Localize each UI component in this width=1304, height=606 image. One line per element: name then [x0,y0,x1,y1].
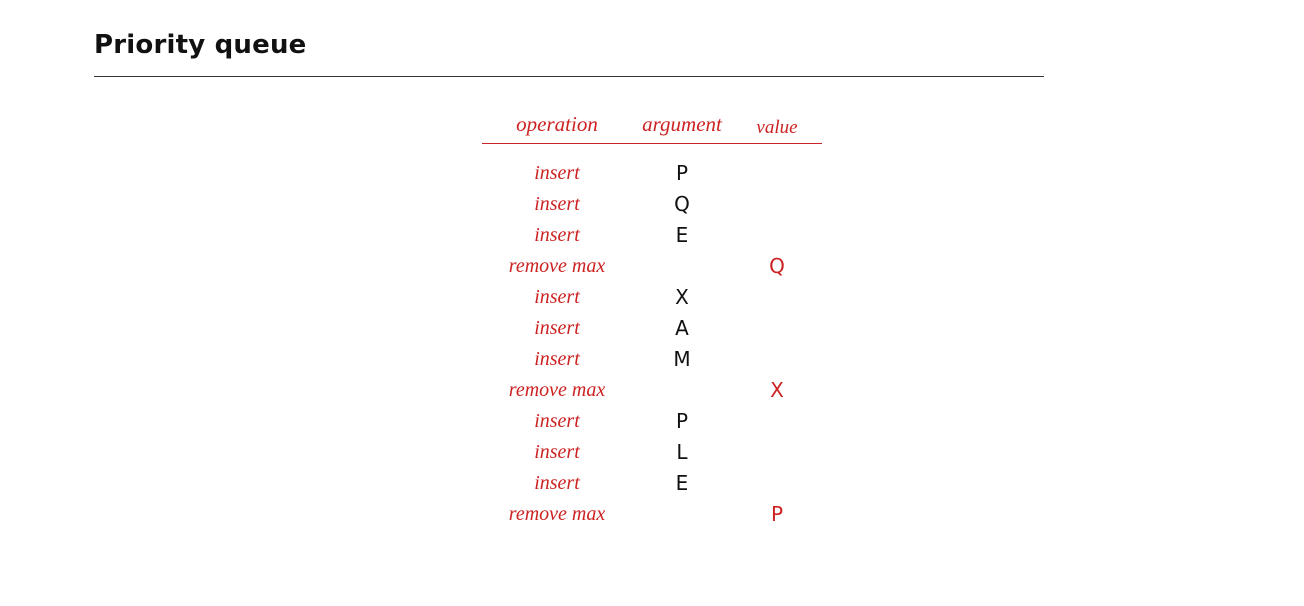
table-row [482,499,822,530]
title-divider [94,76,1044,77]
spacer-cell [732,144,822,159]
spacer-cell [632,144,732,159]
table-head [482,112,822,144]
priority-queue-trace-table [482,112,842,530]
cell-argument [632,251,732,282]
cell-argument [632,499,732,530]
cell-argument: P [675,409,689,433]
cell-value [732,437,822,468]
cell-value [732,406,822,437]
cell-value [732,468,822,499]
cell-value: P [770,502,784,526]
cell-value: Q [769,254,785,278]
cell-operation: remove max [508,255,606,277]
cell-operation: insert [534,162,580,184]
cell-argument: A [675,316,689,340]
table-body [482,144,822,531]
table-spacer-row [482,144,822,159]
cell-value [732,282,822,313]
cell-value [732,220,822,251]
column-header-value: value [732,112,822,144]
cell-operation: insert [534,286,580,308]
cell-argument: P [675,161,689,185]
cell-argument: E [675,471,689,495]
column-header-argument: argument [632,112,732,144]
cell-value [732,189,822,220]
cell-argument: Q [674,192,690,216]
cell-operation: remove max [508,503,606,525]
cell-value: X [770,378,784,402]
cell-operation: remove max [508,379,606,401]
cell-operation: insert [534,193,580,215]
cell-value [732,313,822,344]
cell-value [732,158,822,189]
page-title: Priority queue [94,30,307,60]
cell-operation: insert [534,317,580,339]
table-row [482,282,822,313]
spacer-cell [482,144,632,159]
operations-table [482,112,822,530]
column-header-operation: operation [482,112,632,144]
cell-operation: insert [534,348,580,370]
table-header-row [482,112,822,144]
table-row [482,468,822,499]
cell-operation: insert [534,441,580,463]
cell-argument: L [676,440,688,464]
table-row [482,344,822,375]
table-row [482,437,822,468]
cell-argument [632,375,732,406]
table-row [482,313,822,344]
cell-operation: insert [534,410,580,432]
table-row [482,375,822,406]
cell-operation: insert [534,472,580,494]
table-row [482,220,822,251]
table-row [482,406,822,437]
cell-argument: M [673,347,691,371]
cell-operation: insert [534,224,580,246]
cell-argument: E [675,223,689,247]
table-row [482,251,822,282]
table-row [482,189,822,220]
cell-argument: X [675,285,689,309]
cell-value [732,344,822,375]
table-row [482,158,822,189]
